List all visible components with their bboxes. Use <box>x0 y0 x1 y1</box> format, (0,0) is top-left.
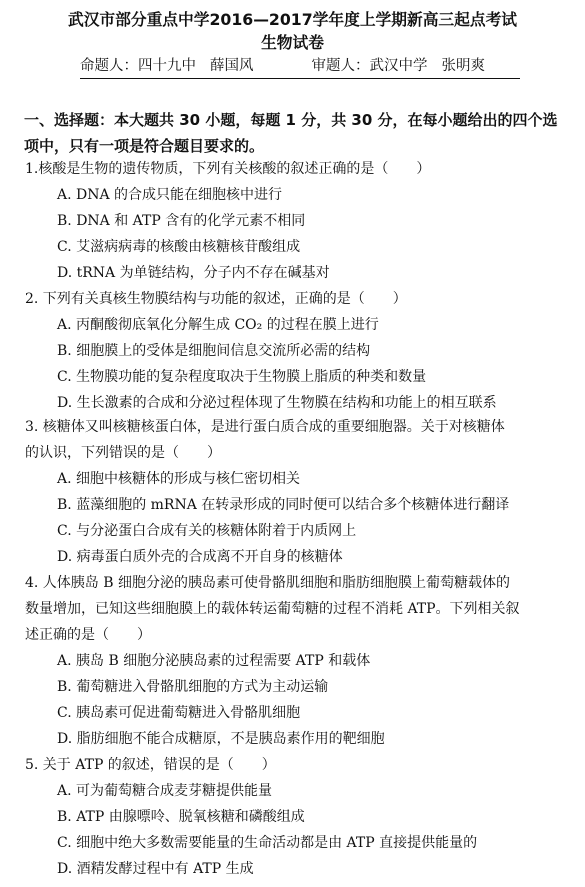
question-1-option-c: C. 艾滋病病毒的核酸由核糖核苷酸组成 <box>57 239 301 255</box>
question-1-option-a: A. DNA 的合成只能在细胞核中进行 <box>57 187 283 203</box>
question-1-option-b: B. DNA 和 ATP 含有的化学元素不相同 <box>57 213 306 229</box>
author-line <box>80 56 520 79</box>
question-5-option-a: A. 可为葡萄糖合成麦芽糖提供能量 <box>57 783 273 799</box>
reviewer-school: 武汉中学 <box>369 58 428 74</box>
proposer-school: 四十九中 <box>138 58 196 74</box>
question-4-stem: 4. 人体胰岛 B 细胞分泌的胰岛素可使骨骼肌细胞和脂肪细胞膜上葡萄糖载体的 <box>25 575 510 591</box>
question-2-option-a: A. 丙酮酸彻底氧化分解生成 CO₂ 的过程在膜上进行 <box>57 317 379 333</box>
exam-subject-title: 生物试卷 <box>261 33 324 52</box>
reviewer-name: 张明爽 <box>441 58 485 74</box>
question-5-option-b: B. ATP 由腺嘌呤、脱氧核糖和磷酸组成 <box>57 809 305 825</box>
question-2-stem: 2. 下列有关真核生物膜结构与功能的叙述，正确的是（ ） <box>25 291 407 307</box>
question-4-stem-end: 述正确的是（ ） <box>25 627 151 643</box>
question-3-stem: 3. 核糖体又叫核糖核蛋白体，是进行蛋白质合成的重要细胞器。关于对核糖体 <box>25 419 505 435</box>
question-1-option-d: D. tRNA 为单链结构，分子内不存在碱基对 <box>57 265 330 281</box>
question-4-option-c: C. 胰岛素可促进葡萄糖进入骨骼肌细胞 <box>57 705 301 721</box>
question-4-option-a: A. 胰岛 B 细胞分泌胰岛素的过程需要 ATP 和载体 <box>57 653 371 669</box>
question-5-stem: 5. 关于 ATP 的叙述，错误的是（ ） <box>25 757 276 773</box>
question-3-stem-continued: 的认识，下列错误的是（ ） <box>25 445 221 461</box>
question-2-option-b: B. 细胞膜上的受体是细胞间信息交流所必需的结构 <box>57 343 371 359</box>
question-2-option-d: D. 生长激素的合成和分泌过程体现了生物膜在结构和功能上的相互联系 <box>57 395 497 411</box>
proposer-label: 命题人： <box>80 58 138 74</box>
question-5-option-c: C. 细胞中绝大多数需要能量的生命活动都是由 ATP 直接提供能量的 <box>57 835 478 851</box>
question-4-option-d: D. 脂肪细胞不能合成糖原，不是胰岛素作用的靶细胞 <box>57 731 385 747</box>
question-2-option-c: C. 生物膜功能的复杂程度取决于生物膜上脂质的种类和数量 <box>57 369 427 385</box>
question-3-option-a: A. 细胞中核糖体的形成与核仁密切相关 <box>57 471 301 487</box>
reviewer-label: 审题人： <box>311 58 370 74</box>
section-heading-continued: 项中，只有一项是符合题目要求的。 <box>24 137 265 155</box>
question-4-stem-continued: 数量增加，已知这些细胞膜上的载体转运葡萄糖的过程不消耗 ATP。下列相关叙 <box>25 601 520 617</box>
exam-title: 武汉市部分重点中学2016—2017学年度上学期新高三起点考试 <box>67 10 518 29</box>
question-1-stem: 1.核酸是生物的遗传物质，下列有关核酸的叙述正确的是（ ） <box>25 161 431 177</box>
question-5-option-d: D. 酒精发酵过程中有 ATP 生成 <box>57 861 254 877</box>
proposer-name: 薛国风 <box>210 58 254 74</box>
section-heading: 一、选择题：本大题共 30 小题，每题 1 分，共 30 分，在每小题给出的四个选 <box>24 111 558 129</box>
question-3-option-b: B. 蓝藻细胞的 mRNA 在转录形成的同时便可以结合多个核糖体进行翻译 <box>57 497 510 513</box>
question-4-option-b: B. 葡萄糖进入骨骼肌细胞的方式为主动运输 <box>57 679 329 695</box>
question-3-option-d: D. 病毒蛋白质外壳的合成离不开自身的核糖体 <box>57 549 343 565</box>
question-3-option-c: C. 与分泌蛋白合成有关的核糖体附着于内质网上 <box>57 523 357 539</box>
